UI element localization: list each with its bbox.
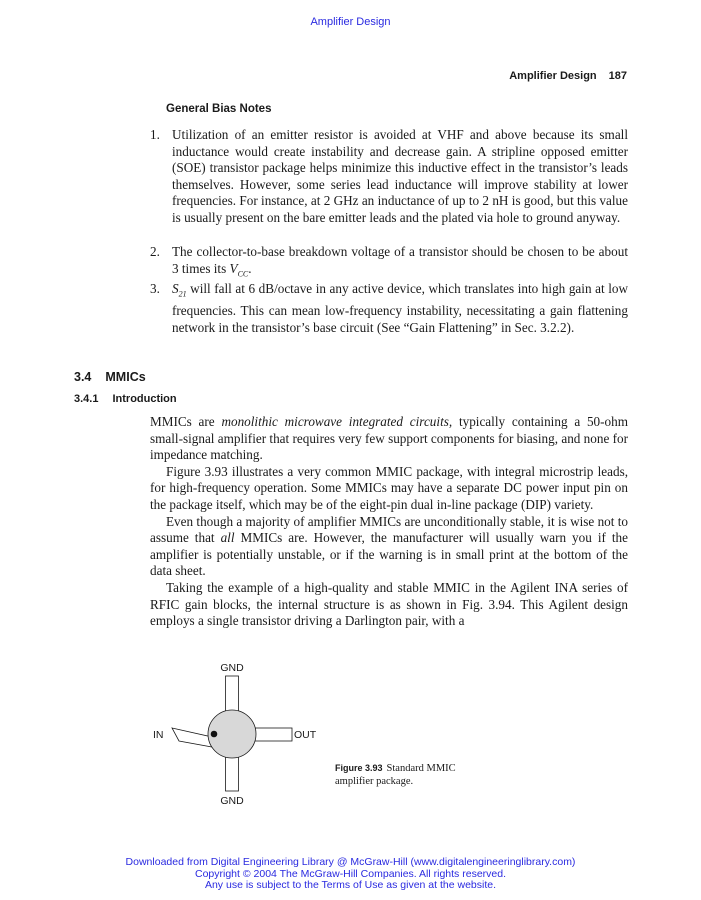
mmic-package-diagram	[150, 660, 330, 810]
footer-terms-link[interactable]: Any use is subject to the Terms of Use as given at the website.	[204, 879, 497, 891]
pin1-dot	[211, 731, 218, 738]
footer	[0, 857, 701, 892]
bias-note-2	[150, 244, 628, 283]
figure-caption-label: Figure 3.93	[335, 763, 383, 773]
subsection-heading	[74, 393, 177, 405]
out-label: OUT	[294, 729, 317, 741]
section-number: 3.4	[74, 370, 92, 384]
footer-download-link[interactable]: Downloaded from Digital Engineering Library @ McGraw-Hill (www.digitalengineeringlibrary.com)	[125, 856, 576, 868]
page-number: 187	[608, 70, 627, 82]
figure-3-93	[150, 660, 330, 810]
paragraph-2: Figure 3.93 illustrates a very common MMIC package, with integral microstrip leads, for high-frequency operation. Some MMICs may have a separate DC power input pin on the package itself, which may be of the eight-pin dual in-line package (DIP) variety.	[150, 463, 628, 512]
paragraph-4: Taking the example of a high-quality and stable MMIC in the Agilent INA series of RFIC gain blocks, the internal structure is as shown in Fig. 3.94. This Agilent design employs a single transistor driving a Darlington pair, with a	[150, 579, 628, 629]
figure-caption-text: Standard MMIC amplifier package.	[335, 763, 456, 787]
gnd-bottom-label: GND	[220, 795, 244, 807]
list-text: $S_{21}$ will fall at 6 dB/octave in any active device, which translates into high gain at low frequencies. This can mean low-frequency instability, necessitating a gain flattening network in the transistor’s base circuit (See “Gain Flattening” in Sec. 3.2.2).	[172, 281, 628, 335]
paragraph-3: Even though a majority of amplifier MMICs are unconditionally stable, it is wise not to assume that all MMICs are. However, the manufacturer will usually warn you if the amplifier is potentially unstable, or if the warning is in small print at the bottom of the data sheet.	[150, 513, 628, 579]
footer-copyright: Copyright © 2004 The McGraw-Hill Companies. All rights reserved.	[195, 867, 506, 880]
in-lead	[172, 728, 212, 747]
bias-note-3	[150, 281, 628, 336]
list-number: 1.	[150, 127, 160, 142]
list-number: 2.	[150, 244, 160, 259]
running-head	[509, 70, 627, 82]
paragraph-1: MMICs are monolithic microwave integrated circuits, typically containing a 50-ohm small-signal amplifier that requires very few support components for biasing, and none for impedance matching.	[150, 414, 628, 463]
section-heading	[74, 370, 146, 384]
top-link[interactable]: Amplifier Design	[310, 16, 391, 28]
list-text: The collector-to-base breakdown voltage of a transistor should be chosen to be about 3 times its $V_{CC}$.	[172, 244, 628, 279]
section-title: MMICs	[105, 370, 146, 384]
running-head-title: Amplifier Design	[509, 70, 597, 82]
bias-note-1	[150, 127, 628, 227]
subsection-number: 3.4.1	[74, 393, 99, 405]
list-text: Utilization of an emitter resistor is avoided at VHF and above because its small inductance would create instability and decrease gain. A stripline opposed emitter (SOE) transistor package helps minimize this inductive effect in the transistor’s leads themselves. However, some series lead inductance will improve stability at lower frequencies. For instance, at 2 GHz an inductance of up to 2 nH is good, but this value is usually present on the bare emitter leads and the plated via hole to ground anyway.	[172, 127, 628, 225]
figure-caption	[335, 762, 495, 788]
in-label: IN	[153, 729, 164, 741]
out-lead	[254, 728, 292, 741]
subsection-title: Introduction	[112, 393, 177, 405]
list-number: 3.	[150, 281, 160, 296]
gnd-top-label: GND	[220, 662, 244, 674]
general-bias-notes-heading: General Bias Notes	[166, 103, 272, 115]
body-text	[150, 414, 628, 630]
gnd-top-lead	[226, 676, 239, 712]
